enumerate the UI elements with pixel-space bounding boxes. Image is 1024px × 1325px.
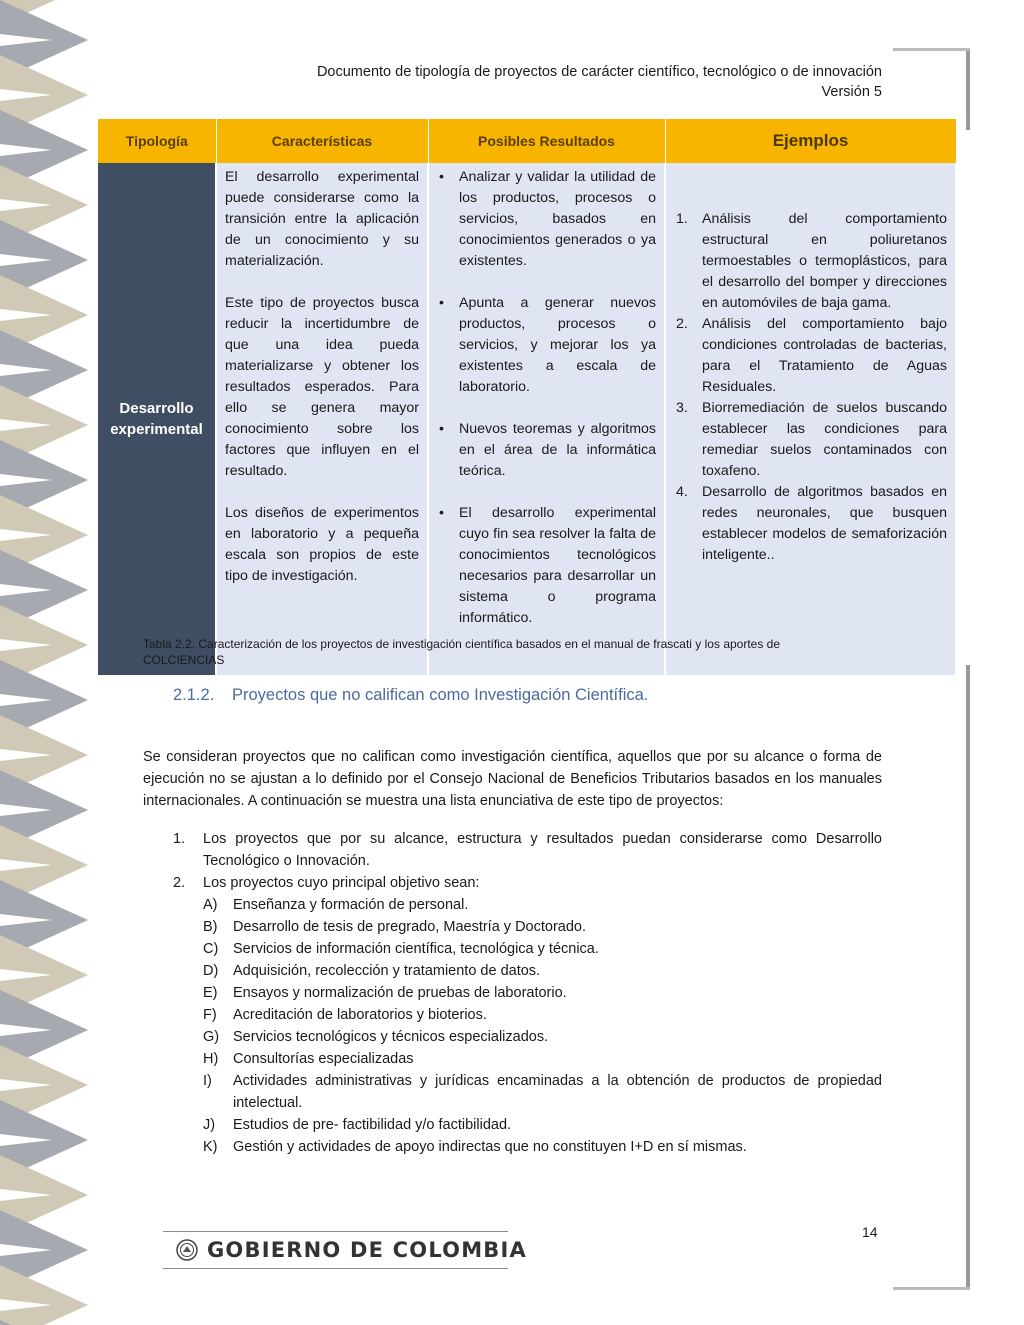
ejemplo-text: Desarrollo de algoritmos basados en redes neuronales, que busquen establecer modelos de semaforización inteligente.. [702,484,947,563]
cell-ejemplos [665,163,956,675]
header-version: Versión 5 [821,84,882,100]
ejemplo-number: 3. [676,400,688,416]
table-row [98,163,956,675]
header-tipologia: Tipología [98,119,216,163]
list-item [173,872,882,1158]
sublist-letter: C) [203,941,219,957]
sublist-text: Adquisición, recolección y tratamiento de datos. [233,963,541,979]
footer-divider-bottom [163,1268,508,1269]
sublist-letter: A) [203,897,218,913]
list-item [203,1070,882,1114]
cell-tipologia: Desarrollo experimental [98,163,216,675]
cell-caracteristicas [216,163,428,675]
objectives-sublist [203,894,882,1158]
resultado-text: Apunta a generar nuevos productos, procesos o servicios, y mejorar los ya existentes a escala de laboratorio. [459,295,656,395]
list-item [203,982,882,1004]
header-resultados: Posibles Resultados [428,119,665,163]
sublist-text: Actividades administrativas y jurídicas encaminadas a la obtención de productos de propiedad intelectual. [233,1073,882,1111]
ejemplo-text: Análisis del comportamiento estructural en poliuretanos termoestables o termoplásticos, para el desarrollo del bomper y direcciones en automóviles de baja gama. [702,211,947,311]
sublist-letter: F) [203,1007,217,1023]
list-item [203,938,882,960]
list-item [203,1048,882,1070]
ejemplo-text: Análisis del comportamiento bajo condiciones controladas de bacterias, para el Tratamiento de Aguas Residuales. [702,316,947,395]
sublist-text: Servicios tecnológicos y técnicos especializados. [233,1029,549,1045]
ejemplo-number: 4. [676,484,688,500]
sublist-text: Estudios de pre- factibilidad y/o factibilidad. [233,1117,512,1133]
colombia-seal-icon [176,1239,198,1261]
frame-corner-top-vertical [966,48,970,130]
list-item [203,894,882,916]
caracteristica-paragraph: El desarrollo experimental puede considerarse como la transición entre la aplicación de un conocimiento y su materialización. [225,169,419,269]
sublist-text: Enseñanza y formación de personal. [233,897,469,913]
sublist-letter: J) [203,1117,216,1133]
frame-corner-top-horizontal [893,48,970,51]
cell-resultados [428,163,665,675]
chevron-shape [0,1265,88,1325]
sublist-text: Desarrollo de tesis de pregrado, Maestría y Doctorado. [233,919,587,935]
list-item [173,828,882,872]
sublist-letter: G) [203,1029,220,1045]
header-title: Documento de tipología de proyectos de carácter científico, tecnológico o de innovación [316,64,882,80]
list-text: Los proyectos cuyo principal objetivo sean: [203,875,480,891]
sublist-text: Gestión y actividades de apoyo indirectas que no constituyen I+D en sí mismas. [233,1139,747,1155]
sublist-text: Acreditación de laboratorios y bioterios. [233,1007,487,1023]
sublist-letter: D) [203,963,219,979]
sublist-text: Consultorías especializadas [233,1051,414,1067]
caracteristica-paragraph: Los diseños de experimentos en laboratorio y a pequeña escala son propios de este tipo de investigación. [225,505,419,584]
section-title-text: Proyectos que no califican como Investigación Científica. [232,686,649,704]
bullet-icon: • [439,295,444,311]
list-item [674,482,947,566]
sublist-letter: H) [203,1051,219,1067]
tipologia-table [98,119,957,675]
ejemplos-list [674,167,947,566]
decorative-chevron-border [0,0,90,1325]
table-caption: Tabla 2.2. Caracterización de los proyectos de investigación científica basados en el manual de frascati y los aportes de COLCIENCIAS [143,637,781,667]
footer-logo-text: GOBIERNO DE COLOMBIA [207,1238,527,1262]
list-item [437,503,656,629]
resultado-text: El desarrollo experimental cuyo fin sea resolver la falta de conocimientos tecnológicos necesarios para desarrollar un sistema o programa informático. [459,505,656,626]
projects-list [173,828,882,1158]
intro-paragraph: Se consideran proyectos que no califican como investigación científica, aquellos que por su alcance o forma de ejecución no se ajustan a lo definido por el Consejo Nacional de Beneficios Tributarios basados en los manuales internacionales. A continuación se muestra una lista enunciativa de este tipo de proyectos: [143,749,882,809]
sublist-text: Servicios de información científica, tecnológica y técnica. [233,941,599,957]
list-item [203,960,882,982]
footer-divider-top [163,1231,508,1232]
list-item [203,916,882,938]
sublist-letter: E) [203,985,218,1001]
ejemplo-text: Biorremediación de suelos buscando establecer las condiciones para remediar suelos contaminados con toxafeno. [702,400,947,479]
sublist-letter: I) [203,1073,212,1089]
list-number: 1. [173,831,186,847]
list-item [203,1114,882,1136]
list-item [203,1026,882,1048]
table-header-row [98,119,956,163]
ejemplo-number: 2. [676,316,688,332]
sublist-text: Ensayos y normalización de pruebas de laboratorio. [233,985,567,1001]
list-text: Los proyectos que por su alcance, estructura y resultados puedan considerarse como Desarrollo Tecnológico o Innovación. [203,831,882,869]
document-header [317,62,882,102]
resultado-text: Analizar y validar la utilidad de los productos, procesos o servicios, basados en conocimientos generados o ya existentes. [459,169,656,269]
sublist-letter: K) [203,1139,218,1155]
sublist-letter: B) [203,919,218,935]
list-number: 2. [173,875,186,891]
list-item [437,419,656,482]
caracteristica-paragraph: Este tipo de proyectos busca reducir la incertidumbre de que una idea pueda materializarse y obtener los resultados esperados. Para ello se genera mayor conocimiento sobre los factores que influyen en el resultado. [225,295,419,479]
resultados-list [437,167,656,629]
ejemplo-number: 1. [676,211,688,227]
list-item [674,314,947,398]
section-number: 2.1.2. [173,686,215,704]
frame-right-border [966,665,970,1290]
section-heading [173,686,648,705]
bullet-icon: • [439,421,444,437]
bullet-icon: • [439,505,444,521]
list-item [674,209,947,314]
list-item [437,293,656,398]
resultado-text: Nuevos teoremas y algoritmos en el área de la informática teórica. [459,421,656,479]
list-item [437,167,656,272]
frame-corner-bottom [893,1287,970,1290]
list-item [203,1004,882,1026]
list-item [674,398,947,482]
bullet-icon: • [439,169,444,185]
header-ejemplos: Ejemplos [665,119,956,163]
header-caracteristicas: Características [216,119,428,163]
list-item [203,1136,882,1158]
page-number: 14 [862,1224,878,1240]
